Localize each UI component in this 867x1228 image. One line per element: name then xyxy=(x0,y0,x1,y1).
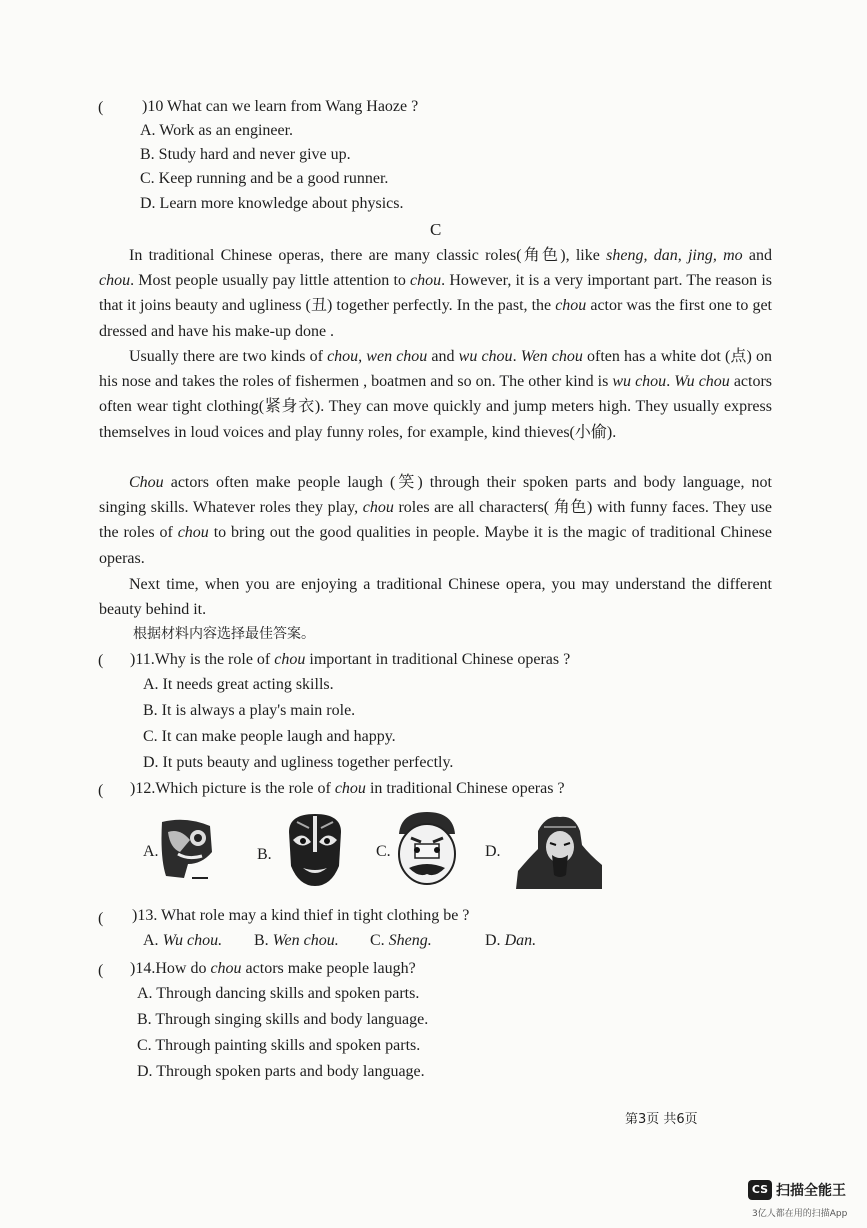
q11-option-b: B. It is always a play's main role. xyxy=(143,702,356,719)
q12-label-a: A. xyxy=(143,843,159,860)
q11-answer-blank[interactable]: ( xyxy=(98,652,104,669)
page-number: 第3页 共6页 xyxy=(625,1112,698,1127)
q12-stem: )12.Which picture is the role of chou in traditional Chinese operas ? xyxy=(130,780,565,797)
camscanner-logo-icon: CS xyxy=(748,1180,772,1200)
q14-option-d: D. Through spoken parts and body language. xyxy=(137,1063,425,1080)
passage-paragraph-3: Chou actors often make people laugh (笑) through their spoken parts and body language, not singing skills. Whatever roles they play, chou roles are all characters( 角色) with funny faces. They use the roles of chou to bring out the good qualities in people. Maybe it is the magic of traditional Chinese operas. xyxy=(99,474,773,567)
watermark-app-name: 扫描全能王 xyxy=(776,1183,846,1199)
q14-answer-blank[interactable]: ( xyxy=(98,962,104,979)
q12-label-d: D. xyxy=(485,843,501,860)
section-heading-c: C xyxy=(430,220,442,239)
opera-mask-b-image xyxy=(285,812,345,888)
q11-option-a: A. It needs great acting skills. xyxy=(143,676,334,693)
opera-mask-a-image xyxy=(158,818,214,882)
q14-option-b: B. Through singing skills and body language. xyxy=(137,1011,429,1028)
watermark-tagline: 3亿人都在用的扫描App xyxy=(752,1209,848,1219)
q10-option-d: D. Learn more knowledge about physics. xyxy=(140,195,404,212)
q13-option-c: C. Sheng. xyxy=(370,932,432,949)
q13-stem: )13. What role may a kind thief in tight clothing be ? xyxy=(132,907,470,924)
q11-option-d: D. It puts beauty and ugliness together perfectly. xyxy=(143,754,454,771)
q10-option-a: A. Work as an engineer. xyxy=(140,122,294,139)
q11-option-c: C. It can make people laugh and happy. xyxy=(143,728,396,745)
q10-option-c: C. Keep running and be a good runner. xyxy=(140,170,389,187)
q10-stem: )10 What can we learn from Wang Haoze ? xyxy=(142,98,419,115)
q10-option-b: B. Study hard and never give up. xyxy=(140,146,351,163)
opera-figure-d-image xyxy=(516,815,604,891)
q13-option-d: D. Dan. xyxy=(485,932,537,949)
q12-answer-blank[interactable]: ( xyxy=(98,782,104,799)
q14-option-a: A. Through dancing skills and spoken parts. xyxy=(137,985,420,1002)
q11-stem: )11.Why is the role of chou important in traditional Chinese operas ? xyxy=(130,651,571,668)
q13-option-a: A. Wu chou. xyxy=(143,932,223,949)
q10-answer-blank[interactable]: ( xyxy=(98,99,104,116)
instruction-text: 根据材料内容选择最佳答案。 xyxy=(133,626,315,642)
q13-option-b: B. Wen chou. xyxy=(254,932,339,949)
q13-answer-blank[interactable]: ( xyxy=(98,910,104,927)
q12-label-b: B. xyxy=(257,846,272,863)
opera-mask-c-image xyxy=(393,808,461,888)
q14-option-c: C. Through painting skills and spoken parts. xyxy=(137,1037,421,1054)
passage-paragraph-1: In traditional Chinese operas, there are many classic roles(角色), like sheng, dan, jing, mo and chou. Most people usually pay little attention to chou. However, it is a very important part. The reason is that it joins beauty and ugliness (丑) together perfectly. In the past, the chou actor was the first one to get dressed and have his make-up done . xyxy=(99,247,772,340)
passage-paragraph-4: Next time, when you are enjoying a traditional Chinese opera, you may understand the different beauty behind it. xyxy=(99,576,772,619)
q12-label-c: C. xyxy=(376,843,391,860)
passage-paragraph-2: Usually there are two kinds of chou, wen chou and wu chou. Wen chou often has a white dot (点) on his nose and takes the roles of fishermen , boatmen and so on. The other kind is wu chou. Wu chou actors often wear tight clothing(紧身衣). They can move quickly and jump meters high. They usually express themselves in loud voices and play funny roles, for example, kind thieves(小偷). xyxy=(99,348,773,441)
q14-stem: )14.How do chou actors make people laugh? xyxy=(130,960,416,977)
